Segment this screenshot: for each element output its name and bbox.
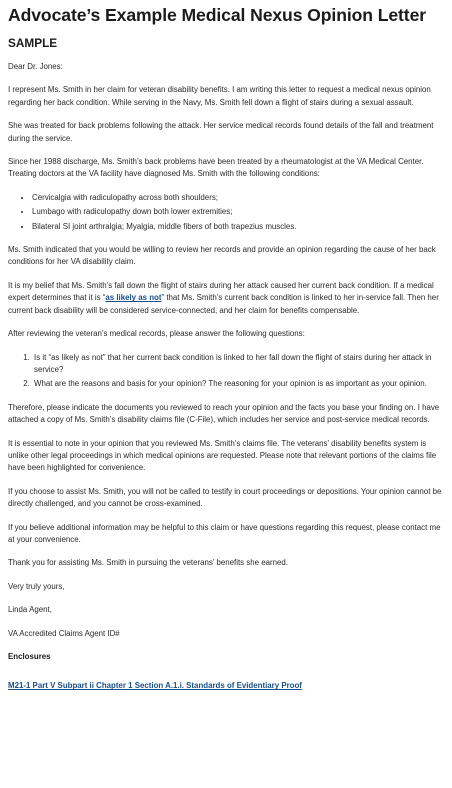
paragraph-thanks: Thank you for assisting Ms. Smith in pursuing the veterans’ benefits she earned.	[8, 558, 288, 568]
belief-text-after: ” that Ms. Smith’s current back condition is linked to her in-service fall. Then her current back disability will be considered service-connected, and her claim for benefits compensable.	[8, 293, 439, 315]
sample-label: SAMPLE	[8, 36, 58, 50]
page-title: Advocate’s Example Medical Nexus Opinion Letter	[8, 5, 426, 25]
question-item: 2. What are the reasons and basis for your opinion? The reasoning for your opinion is as important as your opinion.	[32, 378, 445, 390]
condition-item: • Cervicalgia with radiculopathy across both shoulders;	[32, 192, 445, 204]
signer-title: VA Accredited Claims Agent ID#	[8, 628, 120, 638]
enclosures-heading: Enclosures	[8, 652, 51, 661]
paragraph-documents: Therefore, please indicate the documents you reviewed to reach your opinion and the facts you base your finding on. I have attached a copy of Ms. Smith’s disability claims file (C-File), which includes her service and post-service medical records.	[8, 402, 440, 425]
paragraph-questions-intro: After reviewing the veteran’s medical records, please answer the following questions:	[8, 329, 305, 339]
paragraph-discharge: Since her 1988 discharge, Ms. Smith’s back problems have been treated by a rheumatologist at the VA Medical Center. Treating doctors at the VA facility have diagnosed Ms. Smith with the following conditions:	[8, 157, 424, 179]
paragraph-claims-file: It is essential to note in your opinion that you reviewed Ms. Smith’s claims file. The veterans’ disability benefits system is unlike other legal proceedings in which medical opinions are requested. Please note that relevant portions of the claims file have been highlighted for convenience.	[8, 438, 437, 473]
condition-item: • Lumbago with radiculopathy down both lower extremities;	[32, 206, 445, 218]
question-item: 1. Is it “as likely as not” that her current back condition is linked to her fall down the flight of stairs during her attack in service?	[32, 352, 445, 377]
belief-text-before: It is my belief that Ms. Smith’s fall down the flight of stairs during her attack caused her current back condition. If a medical expert determines that it is “	[8, 280, 434, 303]
questions-list	[8, 352, 445, 391]
paragraph-representation: I represent Ms. Smith in her claim for veteran disability benefits. I am writing this letter to request a medical nexus opinion regarding her back condition. While serving in the Navy, Ms. Smith fell down a flight of stairs during a sexual assault.	[8, 85, 431, 107]
conditions-list	[8, 192, 445, 233]
paragraph-testify: If you choose to assist Ms. Smith, you will not be called to testify in court proceedings or depositions. Your opinion cannot be directly challenged, and you cannot be cross-examined.	[8, 486, 442, 509]
closing: Very truly yours,	[8, 581, 65, 591]
paragraph-belief	[8, 280, 445, 317]
salutation: Dear Dr. Jones:	[8, 62, 63, 71]
paragraph-treatment: She was treated for back problems following the attack. Her service medical records found details of the fall and treatment during the service.	[8, 121, 434, 143]
enclosure-link[interactable]: M21-1 Part V Subpart ii Chapter 1 Section A.1.i. Standards of Evidentiary Proof	[8, 681, 302, 691]
as-likely-as-not-link[interactable]: as likely as not	[105, 293, 162, 303]
paragraph-review-request: Ms. Smith indicated that you would be willing to review her records and provide an opinion regarding the cause of her back conditions for her VA disability claim.	[8, 245, 436, 267]
condition-item: • Bilateral SI joint arthralgia; Myalgia, middle fibers of both trapezius muscles.	[32, 221, 445, 233]
signer-name: Linda Agent,	[8, 605, 52, 615]
paragraph-additional-info: If you believe additional information may be helpful to this claim or have questions regarding this request, please contact me at your convenience.	[8, 522, 441, 544]
